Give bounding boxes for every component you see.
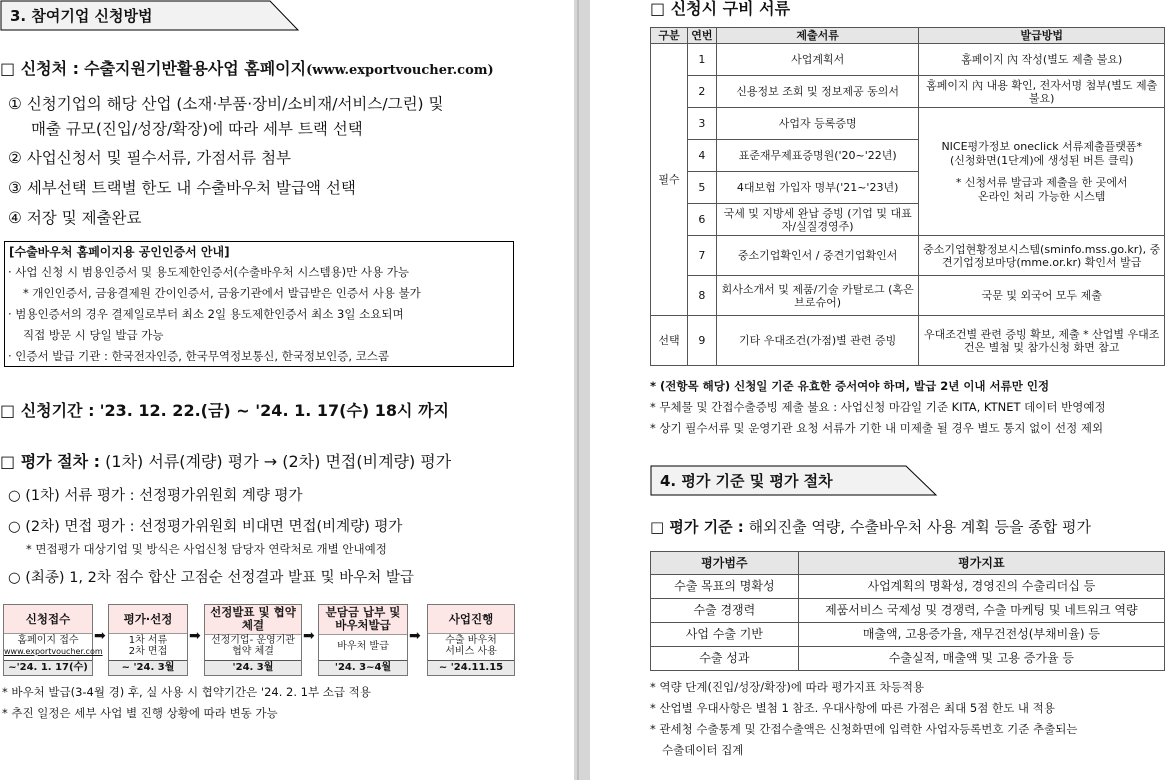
flow-arrow-icon: ➡ [303, 628, 315, 644]
docs-how-merged [919, 108, 1165, 236]
section-title-text: 4. 평가 기준 및 평가 절차 [660, 472, 833, 490]
flow-step-2-body-line: 2차 면접 [128, 646, 168, 657]
criteria-header-row [651, 552, 1165, 575]
section-title-text: 3. 참여기업 신청방법 [10, 7, 153, 25]
docs-no: 6 [687, 204, 716, 236]
flow-step-2-date: ~ '24. 3월 [109, 660, 187, 675]
docs-how: 국문 및 외국어 모두 제출 [919, 276, 1165, 316]
docs-how: 홈페이지 內 작성(별도 제출 불요) [919, 44, 1165, 76]
apply-where-label: □ 신청처 : [0, 59, 80, 78]
docs-row [651, 44, 1165, 76]
flow-step-2-body-line: 1차 서류 [128, 635, 168, 646]
flow-step-5-date: ~ '24.11.15 [428, 660, 514, 675]
step-3: ③ 세부선택 트랙별 한도 내 수출바우처 발급액 선택 [8, 179, 356, 197]
criteria-cat: 사업 수출 기반 [651, 623, 799, 647]
flow-step-2 [108, 604, 188, 676]
cert-line-3: · 범용인증서의 경우 결제일로부터 최소 2일 용도제한인증서 최소 3일 소요되며 [8, 307, 404, 321]
apply-period-label: □ 신청기간 : [0, 401, 95, 420]
docs-doc: 4대보험 가입자 명부('21~'23년) [716, 172, 919, 204]
docs-header: 구분 [651, 28, 688, 44]
eval-item-3: ○ (최종) 1, 2차 점수 합산 고점순 선정결과 발표 및 바우처 발급 [8, 570, 414, 586]
criteria-note-3: * 관세청 수출통계 및 간접수출액은 신청화면에 입력한 사업자등록번호 기준 추출되는 [650, 722, 1078, 736]
docs-how-line: * 신청서류 발급과 제출을 한 곳에서 [955, 175, 1128, 189]
cert-line-2: * 개인인증서, 금융결제원 간이인증서, 금융기관에서 발급받은 인증서 사용 불가 [23, 286, 421, 300]
criteria-row [651, 575, 1165, 599]
criteria-note-1: * 역량 단계(진입/성장/확장)에 따라 평가지표 차등적용 [650, 680, 925, 694]
docs-header: 제출서류 [716, 28, 919, 44]
flow-step-4-head-text: 분담금 납부 및 바우처발급 [325, 605, 401, 632]
flow-step-5-head: 사업진행 [428, 605, 514, 634]
flow-note-1: * 바우처 발급(3-4월 경) 후, 실 사용 시 협약기간은 '24. 2. 1부 소급 적용 [2, 685, 371, 699]
flow-arrow-icon: ➡ [94, 628, 106, 644]
docs-how-line: 온라인 처리 가능한 시스템 [978, 189, 1106, 203]
eval-procedure-text: (1차) 서류(계량) 평가 → (2차) 면접(비계량) 평가 [105, 452, 452, 471]
apply-period-text: '23. 12. 22.(금) ~ '24. 1. 17(수) 18시 까지 [99, 401, 449, 420]
docs-header: 발급방법 [919, 28, 1165, 44]
flow-step-2-head: 평가·선정 [109, 605, 187, 634]
docs-no: 5 [687, 172, 716, 204]
flow-step-3-body [205, 635, 301, 657]
step-2: ② 사업신청서 및 필수서류, 가점서류 첨부 [8, 149, 292, 167]
criteria-table [650, 551, 1165, 671]
apply-where [0, 56, 494, 79]
docs-group-optional: 선택 [651, 316, 688, 366]
right-page [590, 0, 1166, 780]
eval-criteria-label: □ 평가 기준 : [650, 518, 744, 536]
criteria-cat: 수출 경쟁력 [651, 599, 799, 623]
cert-line-1: · 사업 신청 시 범용인증서 및 용도제한인증서(수출바우처 시스템용)만 사용 가능 [8, 265, 410, 279]
docs-doc: 기타 우대조건(가점)별 관련 증빙 [716, 316, 919, 366]
flow-step-5-body-line: 서비스 사용 [445, 646, 497, 657]
apply-where-url[interactable]: (www.exportvoucher.com) [306, 63, 494, 78]
left-page [0, 0, 574, 780]
docs-note-3: * 상기 필수서류 및 운영기관 요청 서류가 기한 내 미제출 될 경우 별도 통지 없이 선정 제외 [650, 421, 1104, 435]
flow-step-1-body-line: 홈페이지 접수 [17, 635, 79, 646]
docs-table [650, 27, 1165, 366]
flow-step-3 [204, 604, 302, 676]
docs-row [651, 76, 1165, 108]
criteria-row [651, 647, 1165, 671]
docs-row [651, 276, 1165, 316]
docs-row [651, 236, 1165, 276]
criteria-header: 평가지표 [798, 552, 1164, 575]
docs-row [651, 316, 1165, 366]
flow-step-3-head [205, 605, 301, 635]
docs-title: □ 신청시 구비 서류 [650, 0, 791, 18]
docs-doc: 국세 및 지방세 완납 증빙 (기업 및 대표자/실질경영주) [716, 204, 919, 236]
eval-item-note: * 면접평가 대상기업 및 방식은 사업신청 담당자 연락처로 개별 안내예정 [26, 542, 387, 556]
criteria-note-2: * 산업별 우대사항은 별첨 1 참조. 우대사항에 따른 가점은 최대 5점 한도 내 적용 [650, 701, 1055, 715]
docs-row [651, 108, 1165, 140]
flow-step-4-head [319, 605, 407, 635]
docs-no: 8 [687, 276, 716, 316]
docs-group-required: 필수 [651, 44, 688, 316]
docs-note-1: * (전항목 해당) 신청일 기준 유효한 증서여야 하며, 발급 2년 이내 서류만 인정 [650, 379, 1050, 393]
step-1-cont: 매출 규모(진입/성장/확장)에 따라 세부 트랙 선택 [31, 120, 363, 138]
cert-box-title: [수출바우처 홈페이지용 공인인증서 안내] [9, 245, 230, 259]
docs-doc: 신용정보 조회 및 정보제공 동의서 [716, 76, 919, 108]
docs-no: 3 [687, 108, 716, 140]
criteria-header: 평가범주 [651, 552, 799, 575]
eval-procedure-label: □ 평가 절차 : [0, 452, 101, 471]
docs-doc: 중소기업확인서 / 중견기업확인서 [716, 236, 919, 276]
flow-step-4 [318, 604, 408, 676]
eval-procedure [0, 449, 451, 472]
flow-arrow-icon: ➡ [189, 628, 201, 644]
criteria-ind: 수출실적, 매출액 및 고용 증가율 등 [798, 647, 1164, 671]
docs-how: 중소기업현황정보시스템(sminfo.mss.go.kr), 중견기업정보마당(mme.or.kr) 확인서 발급 [919, 236, 1165, 276]
flow-step-1 [3, 604, 103, 676]
docs-no: 2 [687, 76, 716, 108]
flow-step-4-body [319, 641, 407, 652]
flow-step-3-date: '24. 3월 [205, 660, 301, 675]
docs-header: 연번 [687, 28, 716, 44]
criteria-ind: 사업계획의 명확성, 경영진의 수출리더십 등 [798, 575, 1164, 599]
docs-how: 홈페이지 內 내용 확인, 전자서명 첨부(별도 제출 불요) [919, 76, 1165, 108]
docs-no: 9 [687, 316, 716, 366]
step-4: ④ 저장 및 제출완료 [8, 209, 142, 227]
flow-arrow-icon: ➡ [409, 628, 421, 644]
docs-note-2: * 무체물 및 간접수출증빙 제출 불요 : 사업신청 마감일 기준 KITA, KTNET 데이터 반영예정 [650, 400, 1106, 414]
section-title-4 [650, 465, 940, 495]
docs-how-spacer [922, 168, 1161, 176]
criteria-row [651, 623, 1165, 647]
docs-how-line: NICE평가정보 oneclick 서류제출플랫폼* [941, 139, 1142, 153]
criteria-ind: 매출액, 고용증가율, 재무건전성(부채비율) 등 [798, 623, 1164, 647]
flow-step-5-body [428, 635, 514, 657]
eval-criteria [650, 516, 1091, 537]
flow-step-1-date: ~'24. 1. 17(수) [4, 660, 92, 675]
docs-doc: 사업계획서 [716, 44, 919, 76]
docs-header-row [651, 28, 1165, 44]
flow-step-1-head: 신청접수 [4, 605, 92, 634]
docs-doc: 표준재무제표증명원('20~'22년) [716, 140, 919, 172]
section-title-3 [0, 0, 300, 30]
docs-how: 우대조건별 관련 증빙 확보, 제출 * 산업별 우대조건은 별첨 및 참가신청 화면 참고 [919, 316, 1165, 366]
flow-step-3-head-text: 선정발표 및 협약체결 [210, 605, 296, 632]
flow-note-2: * 추진 일정은 세부 사업 별 진행 상황에 따라 변동 가능 [2, 706, 278, 720]
eval-item-1: ○ (1차) 서류 평가 : 선정평가위원회 계량 평가 [8, 488, 303, 504]
cert-line-5: · 인증서 발급 기관 : 한국전자인증, 한국무역정보통신, 한국정보인증, 코스콤 [8, 349, 390, 363]
criteria-cat: 수출 성과 [651, 647, 799, 671]
eval-item-2: ○ (2차) 면접 평가 : 선정평가위원회 비대면 면접(비계량) 평가 [8, 519, 403, 535]
flow-step-3-body-line: 협약 체결 [232, 646, 274, 657]
eval-criteria-text: 해외진출 역량, 수출바우처 사용 계획 등을 종합 평가 [748, 518, 1092, 536]
cert-line-4: 직접 방문 시 당일 발급 가능 [23, 328, 164, 342]
docs-doc: 사업자 등록증명 [716, 108, 919, 140]
apply-where-text: 수출지원기반활용사업 홈페이지 [84, 59, 307, 78]
criteria-note-3-cont: 수출데이터 집계 [662, 743, 744, 757]
docs-how-line: (신청화면(1단계)에 생성된 버튼 클릭) [949, 153, 1134, 167]
flow-step-5-body-line: 수출 바우처 [445, 635, 497, 646]
flow-step-1-url[interactable]: www.exportvoucher.com [4, 647, 103, 656]
criteria-cat: 수출 목표의 명확성 [651, 575, 799, 599]
flow-step-5 [427, 604, 515, 676]
docs-no: 1 [687, 44, 716, 76]
apply-period [0, 398, 449, 421]
flow-step-4-body-line: 바우처 발급 [337, 641, 389, 652]
flow-step-1-body [4, 635, 103, 657]
docs-no: 7 [687, 236, 716, 276]
criteria-ind: 제품서비스 국제성 및 경쟁력, 수출 마케팅 및 네트워크 역량 [798, 599, 1164, 623]
step-1: ① 신청기업의 해당 산업 (소재·부품·장비/소비재/서비스/그린) 및 [8, 95, 444, 113]
cert-info-box [4, 241, 514, 367]
docs-no: 4 [687, 140, 716, 172]
flow-step-2-body [109, 635, 187, 657]
docs-doc: 회사소개서 및 제품/기술 카탈로그 (혹은 브로슈어) [716, 276, 919, 316]
page-divider [577, 0, 579, 780]
criteria-row [651, 599, 1165, 623]
flow-step-3-body-line: 선정기업- 운영기관 [210, 635, 296, 646]
flow-step-4-date: '24. 3~4월 [319, 660, 407, 675]
